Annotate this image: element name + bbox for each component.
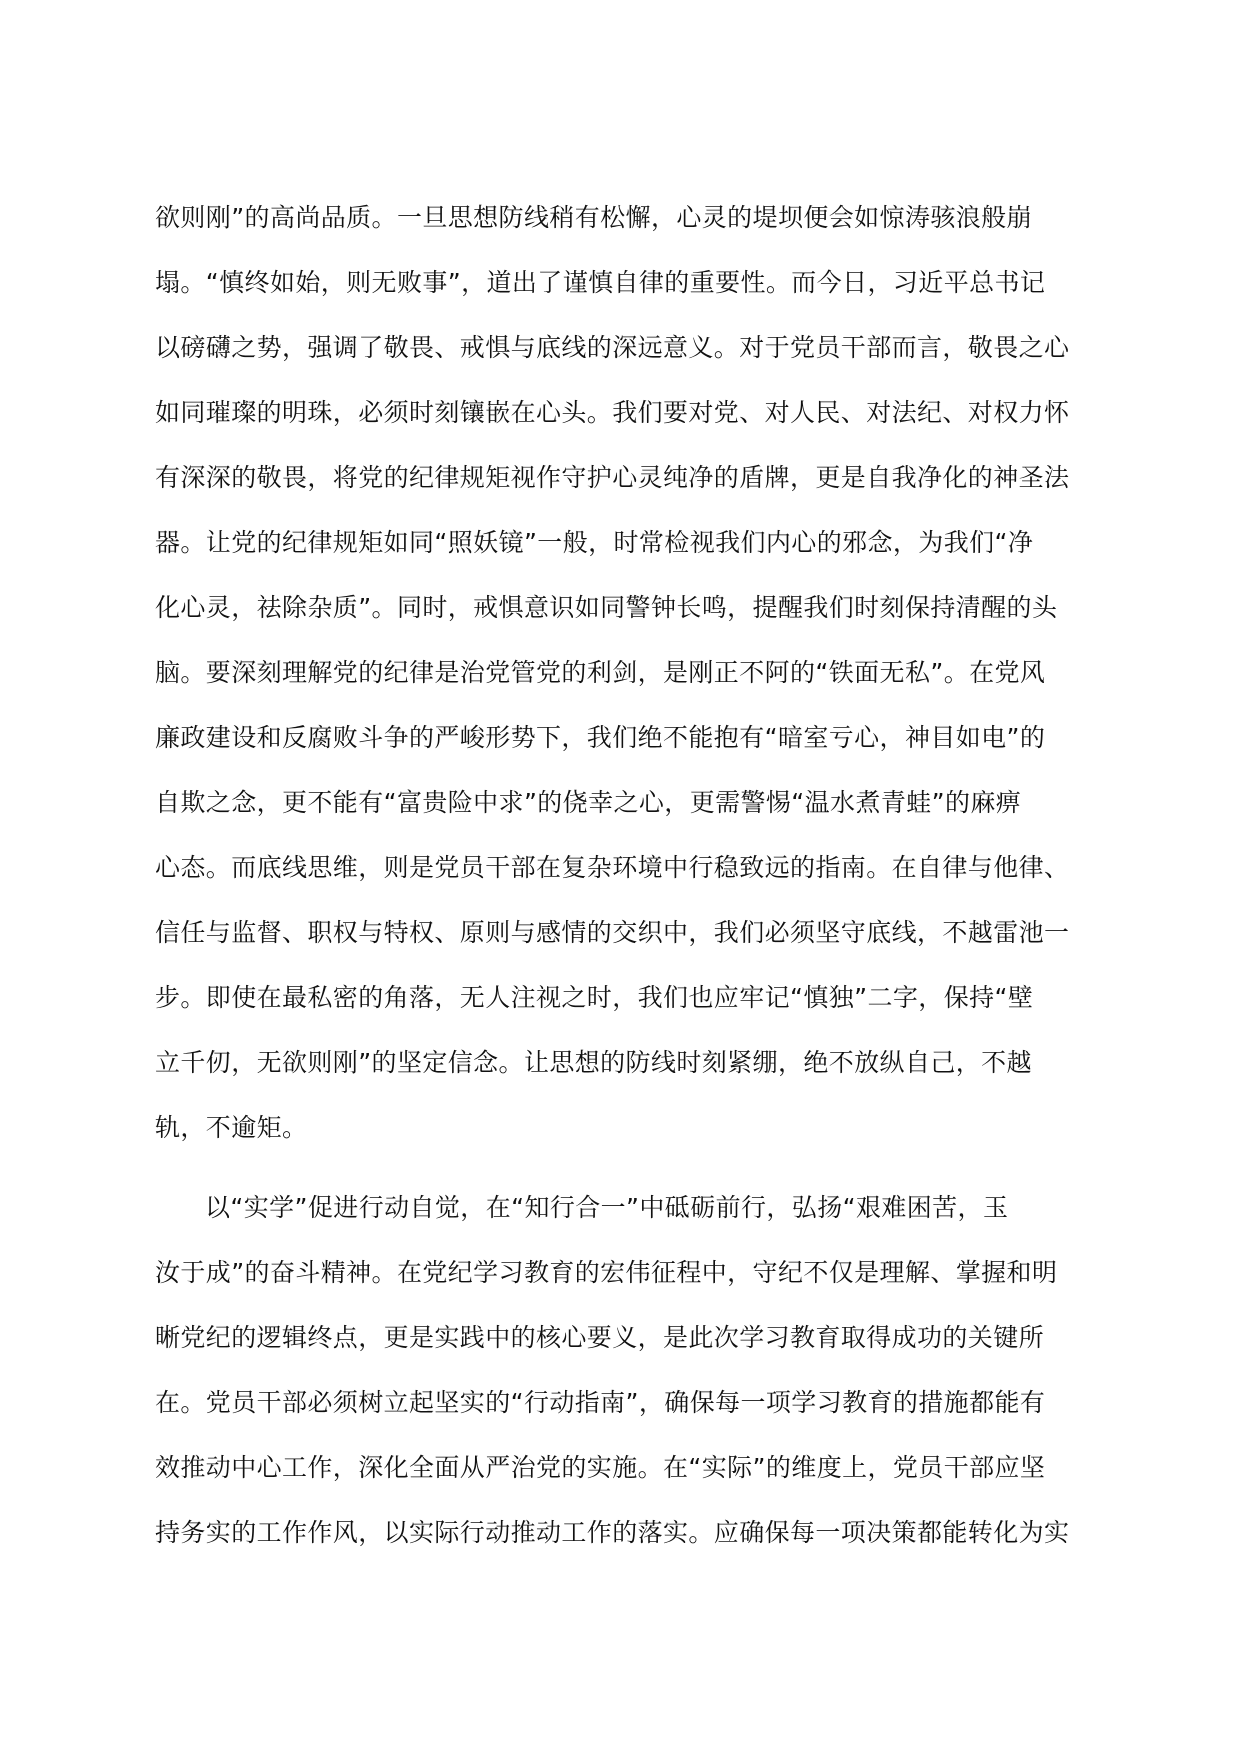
text-line: 化心灵，祛除杂质”。同时，戒惧意识如同警钟长鸣，提醒我们时刻保持清醒的头 <box>155 593 1058 622</box>
text-line: 廉政建设和反腐败斗争的严峻形势下，我们绝不能抱有“暗室亏心，神目如电”的 <box>155 723 1046 752</box>
text-line: 塌。“慎终如始，则无败事”，道出了谨慎自律的重要性。而今日，习近平总书记 <box>155 268 1046 297</box>
paragraph-gap <box>155 1160 1095 1175</box>
text-line: 立千仞，无欲则刚”的坚定信念。让思想的防线时刻紧绷，绝不放纵自己，不越 <box>155 1048 1032 1077</box>
text-line: 步。即使在最私密的角落，无人注视之时，我们也应牢记“慎独”二字，保持“壁 <box>155 983 1034 1012</box>
text-line: 在。党员干部必须树立起坚实的“行动指南”，确保每一项学习教育的措施都能有 <box>155 1388 1046 1417</box>
text-line: 轨，不逾矩。 <box>155 1113 308 1142</box>
text-line: 晰党纪的逻辑终点，更是实践中的核心要义，是此次学习教育取得成功的关键所 <box>155 1323 1045 1352</box>
text-line: 脑。要深刻理解党的纪律是治党管党的利剑，是刚正不阿的“铁面无私”。在党风 <box>155 658 1046 687</box>
body-text <box>155 185 1095 1565</box>
text-line: 汝于成”的奋斗精神。在党纪学习教育的宏伟征程中，守纪不仅是理解、掌握和明 <box>155 1258 1058 1287</box>
text-line: 器。让党的纪律规矩如同“照妖镜”一般，时常检视我们内心的邪念，为我们“净 <box>155 528 1034 557</box>
text-line: 以磅礴之势，强调了敬畏、戒惧与底线的深远意义。对于党员干部而言，敬畏之心 <box>155 333 1070 362</box>
text-line: 以“实学”促进行动自觉，在“知行合一”中砥砺前行，弘扬“艰难困苦，玉 <box>205 1193 1009 1222</box>
text-line: 效推动中心工作，深化全面从严治党的实施。在“实际”的维度上，党员干部应坚 <box>155 1453 1046 1482</box>
text-line: 如同璀璨的明珠，必须时刻镶嵌在心头。我们要对党、对人民、对法纪、对权力怀 <box>155 398 1070 427</box>
text-line: 心态。而底线思维，则是党员干部在复杂环境中行稳致远的指南。在自律与他律、 <box>155 853 1070 882</box>
text-line: 持务实的工作作风，以实际行动推动工作的落实。应确保每一项决策都能转化为实 <box>155 1518 1070 1547</box>
text-line: 自欺之念，更不能有“富贵险中求”的侥幸之心，更需警惕“温水煮青蛙”的麻痹 <box>155 788 1022 817</box>
text-line: 欲则刚”的高尚品质。一旦思想防线稍有松懈，心灵的堤坝便会如惊涛骇浪般崩 <box>155 203 1032 232</box>
text-line: 信任与监督、职权与特权、原则与感情的交织中，我们必须坚守底线，不越雷池一 <box>155 918 1070 947</box>
text-line: 有深深的敬畏，将党的纪律规矩视作守护心灵纯净的盾牌，更是自我净化的神圣法 <box>155 463 1070 492</box>
